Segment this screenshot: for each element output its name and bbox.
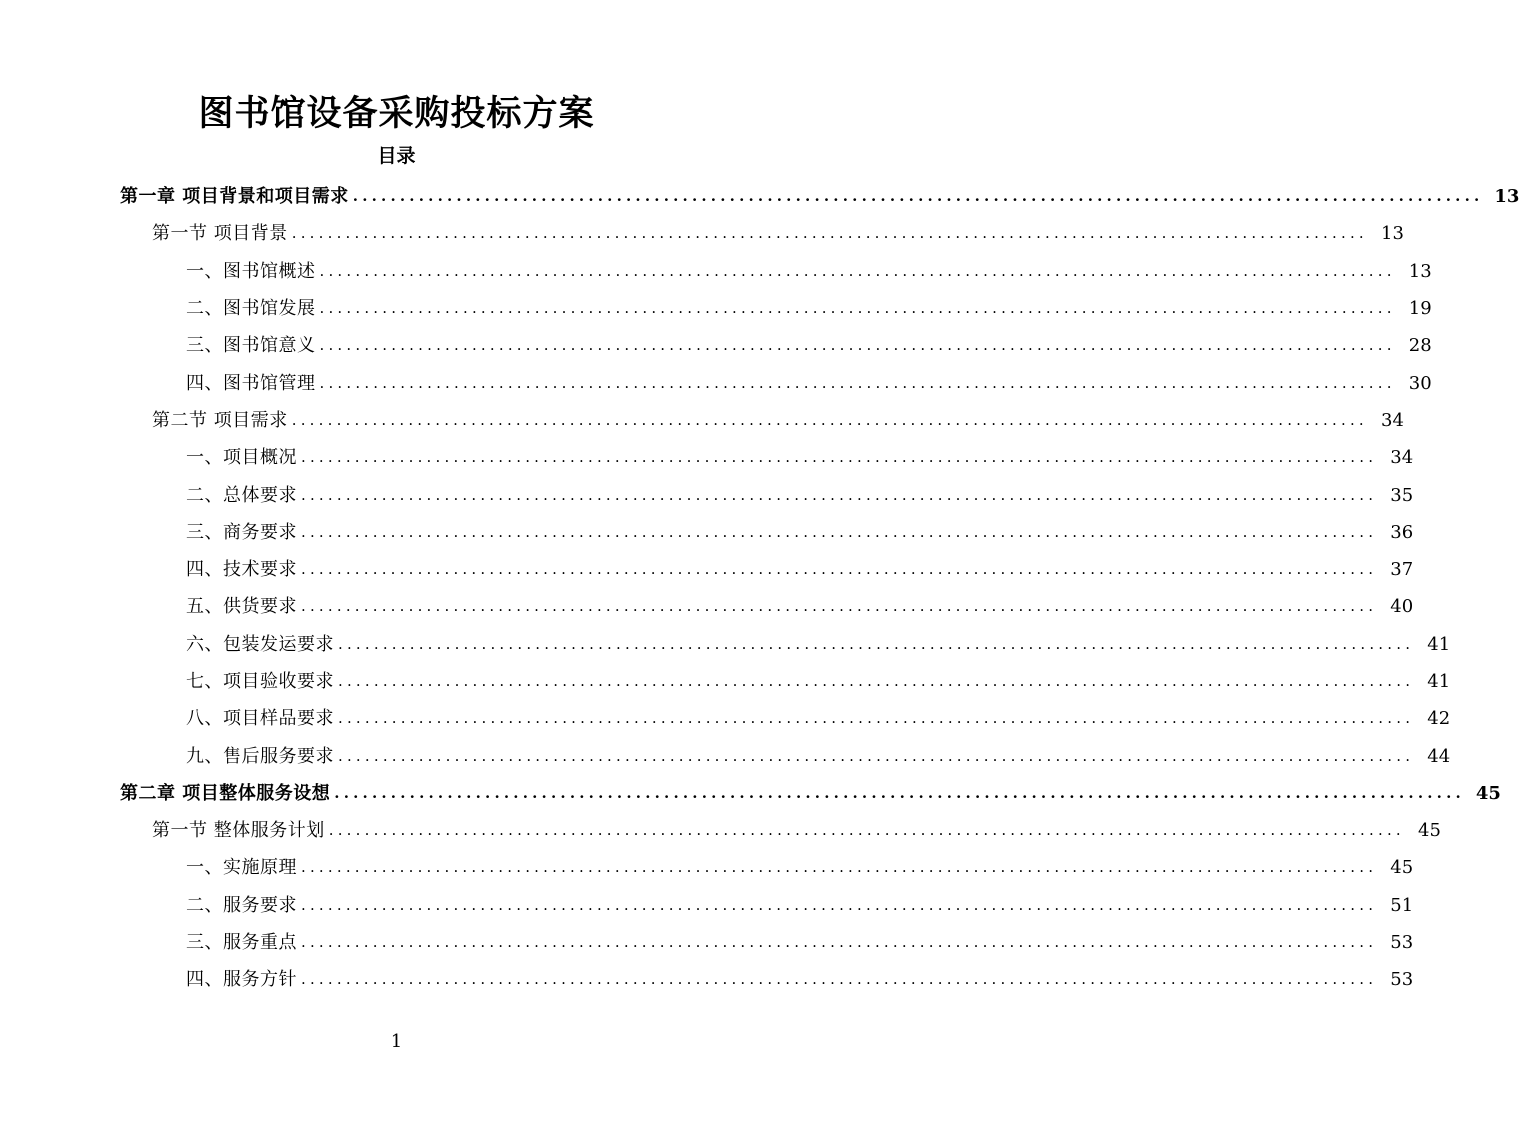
toc-entry[interactable] xyxy=(0,402,1404,439)
page-number: 1 xyxy=(390,1031,403,1052)
toc-entry-page: 37 xyxy=(1390,559,1414,581)
toc-entry-text: 二、图书馆发展 xyxy=(186,298,316,320)
toc-heading: 目录 xyxy=(377,145,416,167)
toc-leader-dots: ........................................................................................................................ xyxy=(301,560,1378,579)
toc-entry-page: 45 xyxy=(1390,857,1414,879)
toc-entry-text: 三、商务要求 xyxy=(186,521,297,543)
toc-entry-text: 一、项目概况 xyxy=(186,447,297,469)
document-title: 图书馆设备采购投标方案 xyxy=(198,93,595,134)
toc-entry[interactable] xyxy=(0,215,1404,252)
toc-entry-text: 三、图书馆意义 xyxy=(186,335,316,357)
toc-entry-page: 42 xyxy=(1427,708,1451,730)
toc-entry-text: 二、服务要求 xyxy=(186,894,297,916)
table-of-contents xyxy=(0,178,1519,999)
toc-entry-text: 二、总体要求 xyxy=(186,484,297,506)
toc-entry-page: 13 xyxy=(1408,260,1432,282)
toc-leader-dots: ........................................................................................................................ xyxy=(334,783,1465,802)
toc-leader-dots: ........................................................................................................................ xyxy=(301,448,1378,467)
toc-entry-text: 一、图书馆概述 xyxy=(186,260,316,282)
toc-leader-dots: ........................................................................................................................ xyxy=(301,933,1378,952)
toc-entry[interactable] xyxy=(0,514,1414,551)
toc-entry[interactable] xyxy=(0,663,1451,700)
toc-leader-dots: ........................................................................................................................ xyxy=(301,970,1378,989)
toc-entry-page: 53 xyxy=(1390,932,1414,954)
toc-entry[interactable] xyxy=(0,961,1414,998)
toc-entry-text: 一、实施原理 xyxy=(186,857,297,879)
toc-leader-dots: ........................................................................................................................ xyxy=(319,373,1396,392)
toc-entry[interactable] xyxy=(0,588,1414,625)
toc-leader-dots: ........................................................................................................................ xyxy=(301,485,1378,504)
toc-entry-text: 第一章 项目背景和项目需求 xyxy=(120,186,349,208)
toc-leader-dots: ........................................................................................................................ xyxy=(301,895,1378,914)
toc-entry-page: 30 xyxy=(1408,372,1432,394)
toc-entry[interactable] xyxy=(0,812,1441,849)
toc-entry-page: 45 xyxy=(1418,820,1441,842)
toc-leader-dots: ........................................................................................................................ xyxy=(328,821,1405,840)
toc-entry-text: 五、供货要求 xyxy=(186,596,297,618)
toc-entry-page: 28 xyxy=(1408,335,1432,357)
toc-entry-page: 53 xyxy=(1390,969,1414,991)
toc-entry-page: 13 xyxy=(1381,223,1404,245)
toc-leader-dots: ........................................................................................................................ xyxy=(319,261,1396,280)
toc-leader-dots: ........................................................................................................................ xyxy=(338,746,1415,765)
toc-entry-text: 四、技术要求 xyxy=(186,559,297,581)
toc-leader-dots: ........................................................................................................................ xyxy=(338,672,1415,690)
toc-entry[interactable] xyxy=(0,849,1414,886)
toc-entry-text: 四、服务方针 xyxy=(186,969,297,991)
toc-entry-page: 34 xyxy=(1390,447,1414,469)
toc-entry-page: 19 xyxy=(1408,298,1432,320)
toc-leader-dots: ........................................................................................................................ xyxy=(301,858,1378,877)
toc-entry-text: 六、包装发运要求 xyxy=(186,633,334,655)
toc-leader-dots: ........................................................................................................................ xyxy=(338,634,1415,653)
toc-entry-text: 四、图书馆管理 xyxy=(186,372,316,394)
toc-leader-dots: ........................................................................................................................ xyxy=(301,522,1378,541)
toc-entry[interactable] xyxy=(0,737,1451,774)
toc-leader-dots: ........................................................................................................................ xyxy=(338,709,1415,728)
toc-entry[interactable] xyxy=(0,924,1414,961)
toc-leader-dots: ........................................................................................................................ xyxy=(301,597,1378,616)
toc-entry[interactable] xyxy=(0,178,1519,215)
toc-leader-dots: ........................................................................................................................ xyxy=(291,410,1368,429)
toc-entry[interactable] xyxy=(0,253,1432,290)
toc-entry-text: 三、服务重点 xyxy=(186,932,297,954)
toc-entry[interactable] xyxy=(0,887,1414,924)
toc-entry[interactable] xyxy=(0,700,1451,737)
toc-entry-text: 八、项目样品要求 xyxy=(186,708,334,730)
toc-entry-page: 40 xyxy=(1390,596,1414,618)
toc-entry[interactable] xyxy=(0,476,1414,513)
toc-entry-text: 第一节 项目背景 xyxy=(152,223,288,245)
toc-leader-dots: ........................................................................................................................ xyxy=(319,336,1396,355)
toc-entry[interactable] xyxy=(0,775,1501,812)
toc-entry[interactable] xyxy=(0,327,1432,364)
toc-entry[interactable] xyxy=(0,364,1432,401)
toc-entry-text: 第一节 整体服务计划 xyxy=(152,820,325,842)
toc-entry[interactable] xyxy=(0,626,1451,663)
toc-leader-dots: ........................................................................................................................ xyxy=(319,299,1396,318)
toc-entry-text: 第二章 项目整体服务设想 xyxy=(120,782,331,804)
toc-entry-page: 45 xyxy=(1475,782,1501,804)
toc-entry-text: 七、项目验收要求 xyxy=(186,671,334,692)
toc-entry-page: 35 xyxy=(1390,484,1414,506)
toc-entry-page: 13 xyxy=(1494,186,1519,208)
toc-entry[interactable] xyxy=(0,439,1414,476)
toc-leader-dots: ........................................................................................................................ xyxy=(352,187,1484,206)
toc-entry-page: 34 xyxy=(1381,409,1404,431)
toc-entry-page: 41 xyxy=(1427,671,1451,692)
toc-entry-text: 九、售后服务要求 xyxy=(186,745,334,767)
toc-entry-page: 51 xyxy=(1390,894,1414,916)
toc-entry-page: 36 xyxy=(1390,521,1414,543)
toc-leader-dots: ........................................................................................................................ xyxy=(291,224,1368,243)
toc-entry-page: 41 xyxy=(1427,633,1451,655)
toc-entry[interactable] xyxy=(0,551,1414,588)
toc-entry-text: 第二节 项目需求 xyxy=(152,409,288,431)
toc-entry-page: 44 xyxy=(1427,745,1451,767)
toc-entry[interactable] xyxy=(0,290,1432,327)
